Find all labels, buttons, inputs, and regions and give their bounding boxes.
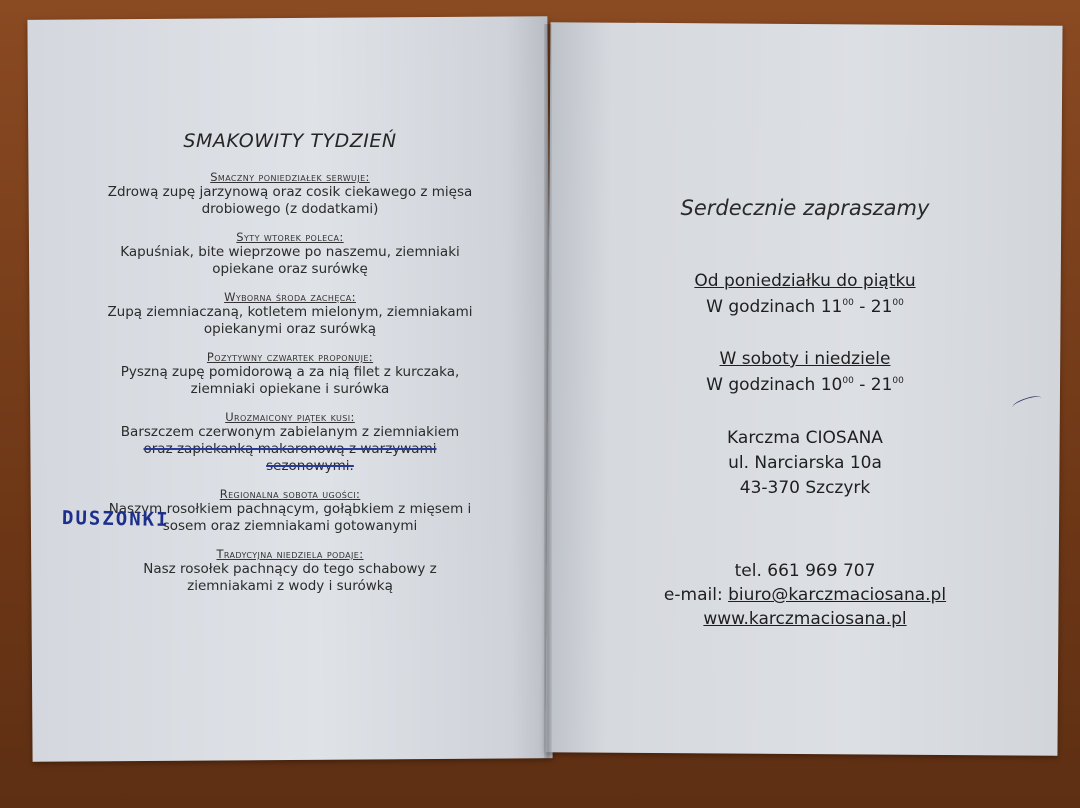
day-heading: Syty wtorek poleca:	[236, 230, 344, 244]
menu-day-wednesday	[60, 290, 520, 338]
day-line: opiekanymi oraz surówką	[203, 321, 377, 337]
weekday-hours	[575, 270, 1035, 318]
menu-day-sunday	[60, 547, 520, 595]
email-link[interactable]: biuro@karczmaciosana.pl	[728, 585, 947, 605]
day-line: ziemniaki opiekane i surówka	[190, 381, 390, 397]
hours-end: - 21	[853, 297, 893, 317]
day-line: ziemniakami z wody i surówką	[187, 578, 393, 594]
website-link[interactable]: www.karczmaciosana.pl	[703, 609, 907, 629]
handwritten-note: DUSZONKI	[61, 507, 170, 531]
menu-day-friday	[60, 410, 520, 475]
center-fold	[544, 24, 552, 758]
email-label: e-mail:	[663, 585, 729, 605]
weekend-hours-time	[575, 370, 1035, 396]
crossed-out-line: oraz zapiekanką makaronową z warzywami	[143, 441, 437, 457]
restaurant-info	[575, 196, 1035, 631]
day-heading: Pozytywny czwartek proponuje:	[206, 350, 374, 364]
city-postal: 43-370 Szczyrk	[739, 478, 871, 498]
phone-number: tel. 661 969 707	[734, 561, 876, 581]
day-line: Pyszną zupę pomidorową a za nią filet z kurczaka,	[120, 364, 460, 380]
restaurant-name: Karczma CIOSANA	[727, 428, 883, 448]
hours-start-minutes: 00	[842, 376, 854, 386]
hours-start: W godzinach 11	[706, 297, 843, 317]
menu-day-thursday	[60, 350, 520, 398]
day-line: Nasz rosołek pachnący do tego schabowy z	[143, 561, 437, 577]
day-heading: Regionalna sobota ugości:	[219, 487, 361, 501]
day-line: Barszczem czerwonym zabielanym z ziemniakiem	[120, 424, 460, 440]
day-line: sosem oraz ziemniakami gotowanymi	[162, 518, 418, 534]
day-heading: Tradycyjna niedziela podaje:	[216, 547, 364, 561]
crossed-out-line: sezonowymi.	[266, 458, 354, 474]
day-heading: Smaczny poniedziałek serwuje:	[210, 170, 370, 184]
hours-start-minutes: 00	[842, 298, 854, 308]
menu-title: SMAKOWITY TYDZIEŃ	[183, 130, 397, 152]
hours-end-minutes: 00	[892, 376, 904, 386]
weekend-hours	[575, 348, 1035, 396]
weekday-hours-time	[575, 292, 1035, 318]
hours-start: W godzinach 10	[706, 375, 843, 395]
welcome-text: Serdecznie zapraszamy	[680, 196, 930, 220]
day-line: Kapuśniak, bite wieprzowe po naszemu, ziemniaki	[120, 244, 460, 260]
weekend-hours-heading: W soboty i niedziele	[719, 349, 891, 369]
hours-end: - 21	[853, 375, 893, 395]
day-line: Naszym rosołkiem pachnącym, gołąbkiem z mięsem i	[108, 501, 472, 517]
email-row	[575, 583, 1035, 607]
day-line: opiekane oraz surówkę	[212, 261, 368, 277]
address-block	[575, 426, 1035, 501]
day-heading: Wyborna środa zachęca:	[224, 290, 356, 304]
weekly-menu	[60, 130, 520, 607]
street-address: ul. Narciarska 10a	[728, 453, 882, 473]
day-heading: Urozmaicony piątek kusi:	[225, 410, 355, 424]
contact-block	[575, 559, 1035, 631]
hours-end-minutes: 00	[892, 298, 904, 308]
day-line: drobiowego (z dodatkami)	[201, 201, 379, 217]
weekday-hours-heading: Od poniedziałku do piątku	[694, 271, 916, 291]
menu-day-monday	[60, 170, 520, 218]
day-line: Zdrową zupę jarzynową oraz cosik ciekawego z mięsa	[107, 184, 473, 200]
menu-day-tuesday	[60, 230, 520, 278]
day-line: Zupą ziemniaczaną, kotletem mielonym, ziemniakami	[107, 304, 473, 320]
